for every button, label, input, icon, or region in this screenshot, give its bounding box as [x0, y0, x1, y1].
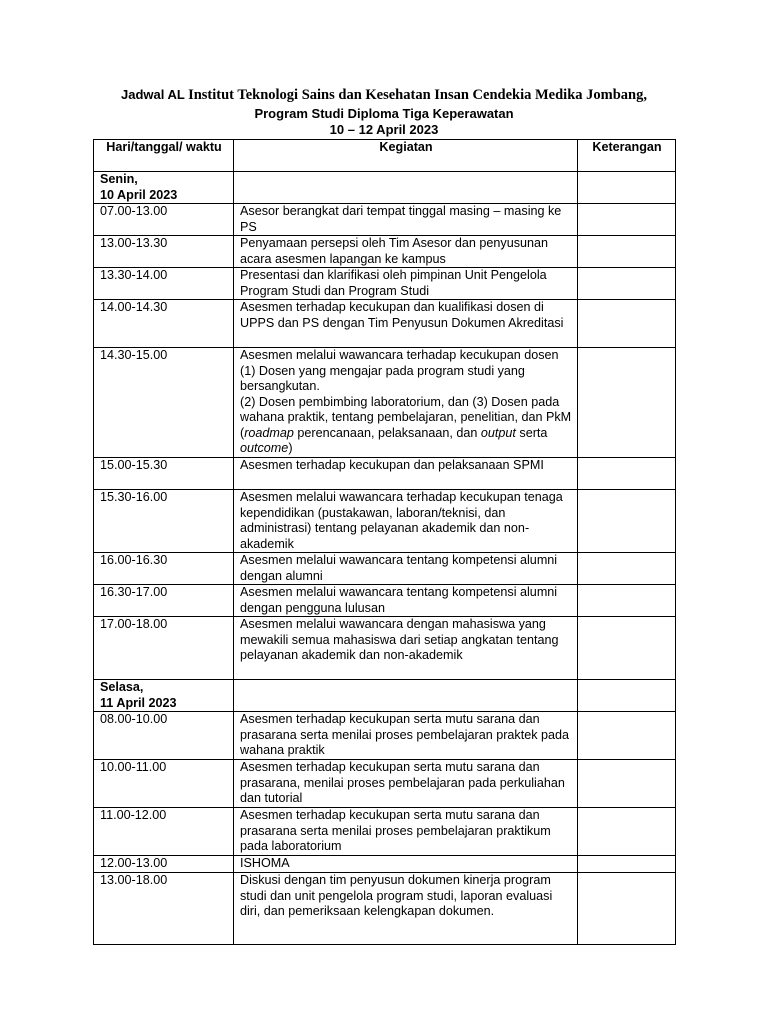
time-text: 17.00-18.00 [100, 617, 168, 631]
time-text: 11.00-12.00 [100, 808, 167, 822]
note-cell [578, 268, 676, 300]
table-row [94, 204, 676, 236]
note-cell [578, 204, 676, 236]
activity-cell [234, 490, 578, 553]
day-row [94, 680, 676, 712]
activity-text: ISHOMA [240, 856, 290, 870]
column-header-time: Hari/tanggal/ waktu [94, 140, 234, 172]
note-cell [578, 617, 676, 680]
activity-cell [234, 585, 578, 617]
note-cell [578, 873, 676, 945]
time-cell [94, 348, 234, 458]
time-text: 15.00-15.30 [100, 458, 168, 472]
activity-italic-term: outcome [240, 441, 289, 455]
table-row [94, 856, 676, 873]
time-text: 07.00-13.00 [100, 204, 168, 218]
time-cell [94, 617, 234, 680]
activity-cell [234, 268, 578, 300]
table-row [94, 348, 676, 458]
title-line [0, 87, 768, 104]
activity-text: Asesmen melalui wawancara terhadap kecukupan tenaga kependidikan (pustakawan, laboran/teknisi, dan administrasi) tentang pelayanan akademik dan non-akademik [240, 490, 563, 551]
time-cell [94, 808, 234, 856]
table-row [94, 553, 676, 585]
table-row [94, 268, 676, 300]
activity-text: Asesmen terhadap kecukupan dan kualifikasi dosen di UPPS dan PS dengan Tim Penyusun Dokumen Akreditasi [240, 300, 564, 330]
time-cell [94, 300, 234, 348]
activity-text: ) [288, 441, 293, 455]
table-row [94, 760, 676, 808]
time-cell [94, 268, 234, 300]
activity-cell [234, 553, 578, 585]
time-text: Selasa, [100, 680, 144, 694]
note-cell [578, 490, 676, 553]
time-cell [94, 236, 234, 268]
table-header-row [94, 140, 676, 172]
activity-text: Presentasi dan klarifikasi oleh pimpinan Unit Pengelola Program Studi dan Program Studi [240, 268, 547, 298]
table-row [94, 585, 676, 617]
activity-cell [234, 808, 578, 856]
note-cell [578, 553, 676, 585]
time-text: 16.00-16.30 [100, 553, 168, 567]
program-name: Program Studi Diploma Tiga Keperawatan [254, 106, 514, 121]
note-cell [578, 760, 676, 808]
activity-cell [234, 617, 578, 680]
day-cell [94, 680, 234, 712]
time-text: Senin, [100, 172, 138, 186]
activity-text: Asesmen melalui wawancara tentang kompetensi alumni dengan pengguna lulusan [240, 585, 558, 615]
time-cell [94, 458, 234, 490]
activity-cell [234, 856, 578, 873]
note-cell [578, 680, 676, 712]
note-cell [578, 856, 676, 873]
activity-cell [234, 680, 578, 712]
time-cell [94, 760, 234, 808]
time-text: 13.30-14.00 [100, 268, 168, 282]
time-cell [94, 856, 234, 873]
activity-text: (2) Dosen pembimbing laboratorium, dan (3) Dosen pada wahana praktik, tentang pembelajaran, penelitian, dan PkM ( [240, 394, 572, 440]
time-text: 11 April 2023 [100, 695, 177, 710]
note-cell [578, 712, 676, 760]
activity-cell [234, 204, 578, 236]
time-text: 08.00-10.00 [100, 712, 168, 726]
table-row [94, 617, 676, 680]
time-cell [94, 553, 234, 585]
table-row [94, 458, 676, 490]
table-row [94, 300, 676, 348]
date-range: 10 – 12 April 2023 [329, 122, 439, 137]
activity-text: Asesmen melalui wawancara terhadap kecukupan dosen (1) Dosen yang mengajar pada program studi yang bersangkutan. [240, 348, 559, 393]
activity-text: Asesor berangkat dari tempat tinggal masing – masing ke PS [240, 204, 562, 234]
note-cell [578, 585, 676, 617]
activity-text: Penyamaan persepsi oleh Tim Asesor dan penyusunan acara asesmen lapangan ke kampus [240, 236, 549, 266]
time-text: 10 April 2023 [100, 187, 178, 202]
note-cell [578, 300, 676, 348]
activity-italic-term: roadmap [244, 425, 294, 440]
time-text: 13.00-18.00 [100, 873, 168, 887]
time-text: 10.00-11.00 [100, 760, 167, 774]
activity-cell [234, 760, 578, 808]
time-text: 13.00-13.30 [100, 236, 168, 250]
table-row [94, 490, 676, 553]
activity-cell [234, 300, 578, 348]
activity-cell [234, 873, 578, 945]
activity-text: Asesmen terhadap kecukupan serta mutu sarana dan prasarana, menilai proses pembelajaran pada perkuliahan dan tutorial [240, 760, 565, 805]
table-row [94, 808, 676, 856]
activity-cell [234, 172, 578, 204]
schedule-table [93, 139, 676, 945]
time-cell [94, 873, 234, 945]
schedule-body [94, 172, 676, 945]
note-cell [578, 172, 676, 204]
column-header-activity: Kegiatan [234, 140, 578, 172]
time-text: 12.00-13.00 [100, 856, 168, 870]
column-header-note: Keterangan [578, 140, 676, 172]
activity-cell [234, 348, 578, 458]
time-cell [94, 204, 234, 236]
activity-text: serta [515, 425, 548, 440]
activity-text: Asesmen terhadap kecukupan serta mutu sarana dan prasarana serta menilai proses pembelajaran praktek pada wahana praktik [240, 712, 570, 757]
table-row [94, 873, 676, 945]
time-text: 15.30-16.00 [100, 490, 168, 504]
institution-name: Institut Teknologi Sains dan Kesehatan Insan Cendekia Medika Jombang, [188, 87, 647, 103]
activity-cell [234, 712, 578, 760]
activity-text: perencanaan, pelaksanaan, dan [293, 425, 481, 440]
activity-text: Asesmen terhadap kecukupan dan pelaksanaan SPMI [240, 458, 544, 472]
activity-text: Asesmen melalui wawancara dengan mahasiswa yang mewakili semua mahasiswa dari setiap angkatan tentang pelayanan akademik dan non-akademik [240, 617, 559, 662]
note-cell [578, 348, 676, 458]
time-text: 16.30-17.00 [100, 585, 168, 599]
activity-cell [234, 236, 578, 268]
note-cell [578, 808, 676, 856]
activity-text: Asesmen terhadap kecukupan serta mutu sarana dan prasarana serta menilai proses pembelajaran praktikum pada laboratorium [240, 808, 551, 853]
table-row [94, 236, 676, 268]
time-text: 14.30-15.00 [100, 348, 168, 362]
activity-italic-term: output [480, 425, 516, 440]
day-cell [94, 172, 234, 204]
time-text: 14.00-14.30 [100, 300, 168, 314]
activity-text: Diskusi dengan tim penyusun dokumen kinerja program studi dan unit pengelola program studi, laporan evaluasi diri, dan pemeriksaan kelengkapan dokumen. [240, 873, 553, 918]
time-cell [94, 585, 234, 617]
table-row [94, 712, 676, 760]
activity-text: Asesmen melalui wawancara tentang kompetensi alumni dengan alumni [240, 553, 558, 583]
day-row [94, 172, 676, 204]
title-prefix: Jadwal AL [121, 87, 185, 102]
note-cell [578, 236, 676, 268]
note-cell [578, 458, 676, 490]
time-cell [94, 490, 234, 553]
activity-cell [234, 458, 578, 490]
time-cell [94, 712, 234, 760]
